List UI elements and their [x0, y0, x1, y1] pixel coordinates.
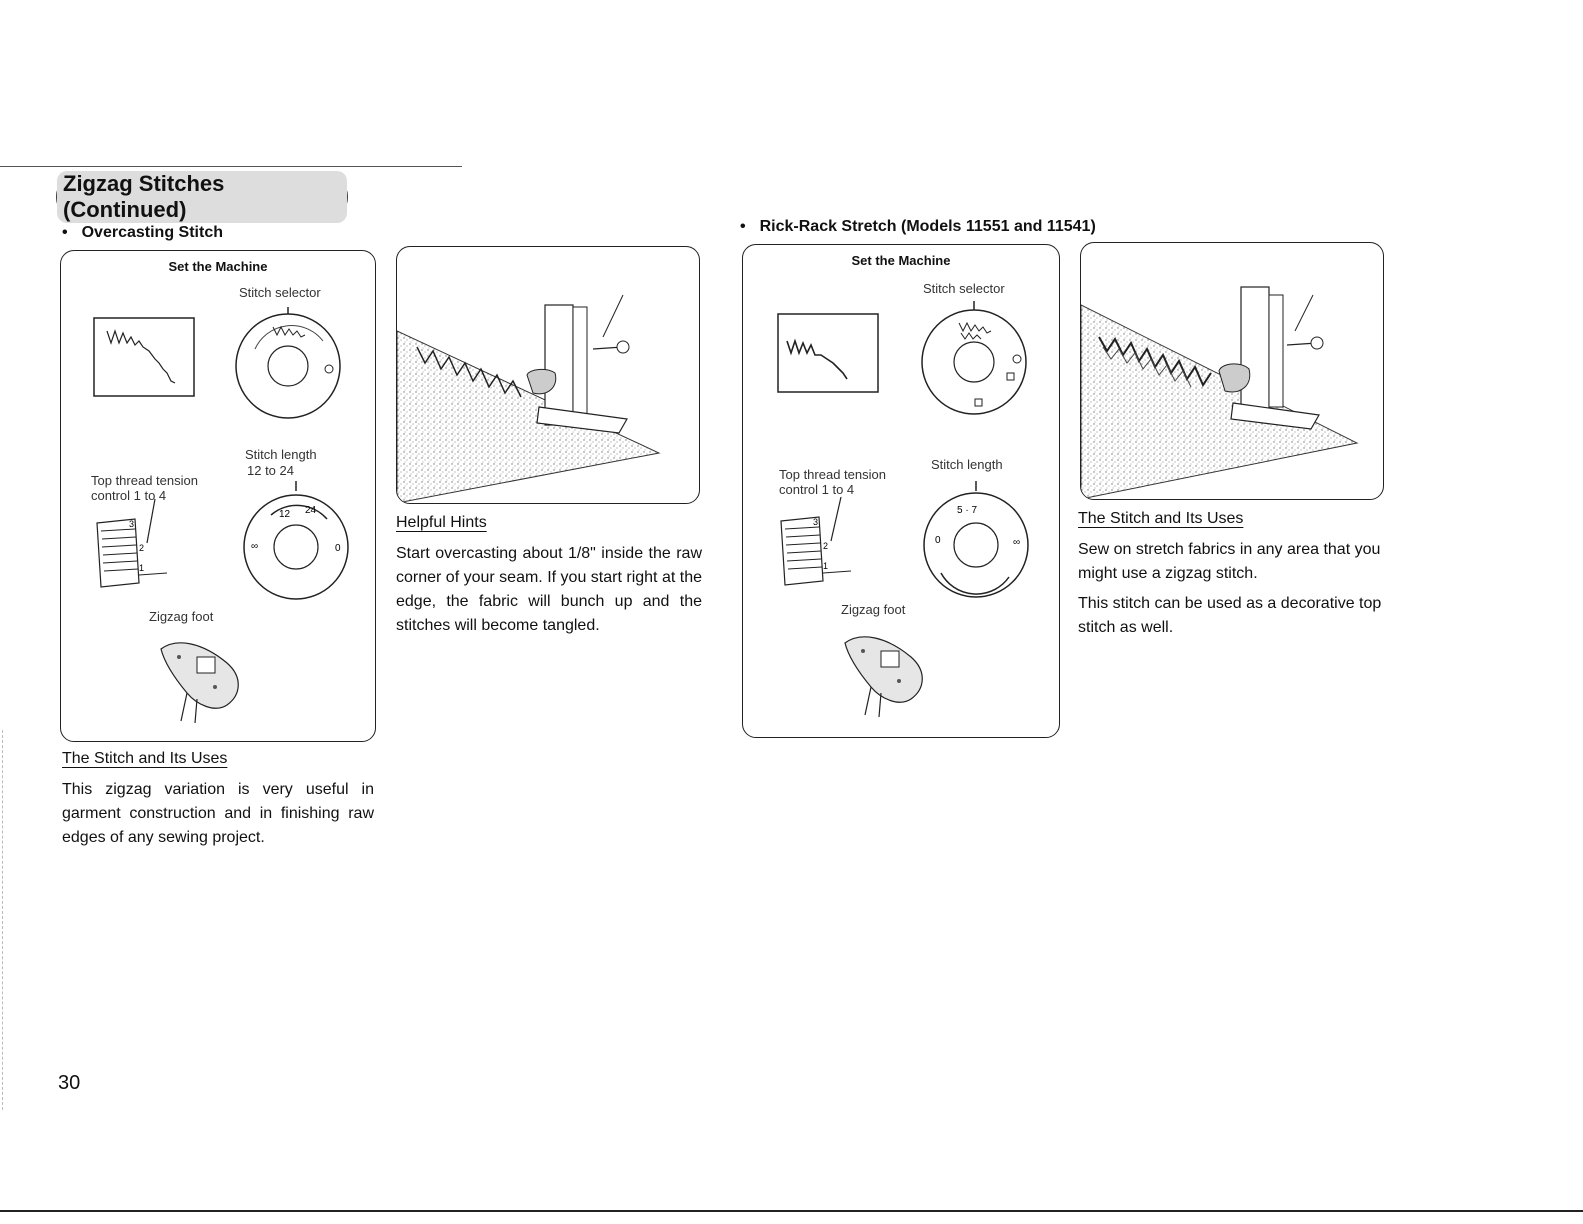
stitch-pattern-window-icon: [777, 313, 881, 393]
rick-rack-heading: • Rick-Rack Stretch (Models 11551 and 11541): [740, 218, 1096, 236]
zigzag-foot-icon: [841, 629, 941, 719]
svg-text:∞: ∞: [1013, 537, 1021, 548]
svg-text:3: 3: [129, 519, 135, 529]
top-rule: [0, 166, 462, 167]
svg-text:∞: ∞: [251, 541, 259, 552]
stitch-selector-label: Stitch selector: [239, 285, 321, 300]
rick-rack-uses-text-2: This stitch can be used as a decorative top stitch as well.: [1078, 595, 1382, 636]
sewing-foot-rick-rack-illustration: [1081, 243, 1383, 499]
section-banner: [56, 171, 348, 222]
rick-rack-uses-text-1: Sew on stretch fabrics in any area that you might use a zigzag stitch.: [1078, 541, 1381, 582]
svg-text:12: 12: [279, 509, 291, 520]
overcasting-illustration-panel: [396, 246, 700, 504]
overcasting-settings-panel: [60, 250, 376, 742]
stitch-selector-label: Stitch selector: [923, 281, 1005, 296]
stitch-selector-dial-icon: [233, 311, 343, 421]
svg-text:0: 0: [335, 543, 341, 554]
panel-title: Set the Machine: [851, 253, 951, 268]
rick-rack-settings-panel: [742, 244, 1060, 738]
stitch-length-label: Stitch length: [245, 447, 317, 462]
margin-rule: [2, 730, 4, 1110]
zigzag-foot-label: Zigzag foot: [841, 602, 906, 617]
overcasting-uses-caption: The Stitch and Its Uses: [62, 750, 228, 767]
bottom-rule: [0, 1210, 1583, 1212]
helpful-hints-caption: Helpful Hints: [396, 514, 487, 531]
sewing-foot-overcasting-illustration: [397, 247, 699, 503]
svg-text:2: 2: [823, 541, 829, 551]
tension-control-icon: [95, 513, 185, 593]
svg-text:5 · 7: 5 · 7: [957, 505, 978, 516]
stitch-length-dial-icon: [921, 493, 1031, 603]
banner-title: Zigzag Stitches (Continued): [57, 171, 347, 223]
zigzag-foot-label: Zigzag foot: [149, 609, 214, 624]
page-number: 30: [58, 1072, 81, 1094]
stitch-length-label: Stitch length: [931, 457, 1003, 472]
tension-label-line2: control 1 to 4: [779, 482, 855, 497]
svg-text:2: 2: [139, 543, 145, 553]
overcasting-uses-text: This zigzag variation is very useful in garment construction and in finishing raw edges of any sewing project.: [62, 781, 374, 846]
stitch-length-range: 12 to 24: [247, 463, 294, 478]
stitch-selector-dial-icon: [919, 307, 1029, 417]
svg-text:0: 0: [935, 535, 941, 546]
svg-text:1: 1: [139, 563, 145, 573]
stitch-length-dial-icon: [241, 489, 351, 599]
stitch-pattern-window-icon: [93, 317, 197, 397]
helpful-hints-text: Start overcasting about 1/8" inside the raw corner of your seam. If you start right at the edge, the fabric will bunch up and the stitches will become tangled.: [396, 545, 702, 634]
tension-label-line1: Top thread tension: [91, 473, 198, 488]
rick-rack-illustration-panel: [1080, 242, 1384, 500]
panel-title: Set the Machine: [168, 259, 268, 274]
rick-rack-uses-caption: The Stitch and Its Uses: [1078, 510, 1244, 527]
svg-text:24: 24: [305, 505, 317, 516]
svg-text:1: 1: [823, 561, 829, 571]
tension-label-line1: Top thread tension: [779, 467, 886, 482]
overcasting-heading: • Overcasting Stitch: [62, 224, 223, 242]
svg-text:3: 3: [813, 517, 819, 527]
tension-control-icon: [779, 511, 869, 591]
zigzag-foot-icon: [157, 635, 257, 725]
tension-label-line2: control 1 to 4: [91, 488, 167, 503]
